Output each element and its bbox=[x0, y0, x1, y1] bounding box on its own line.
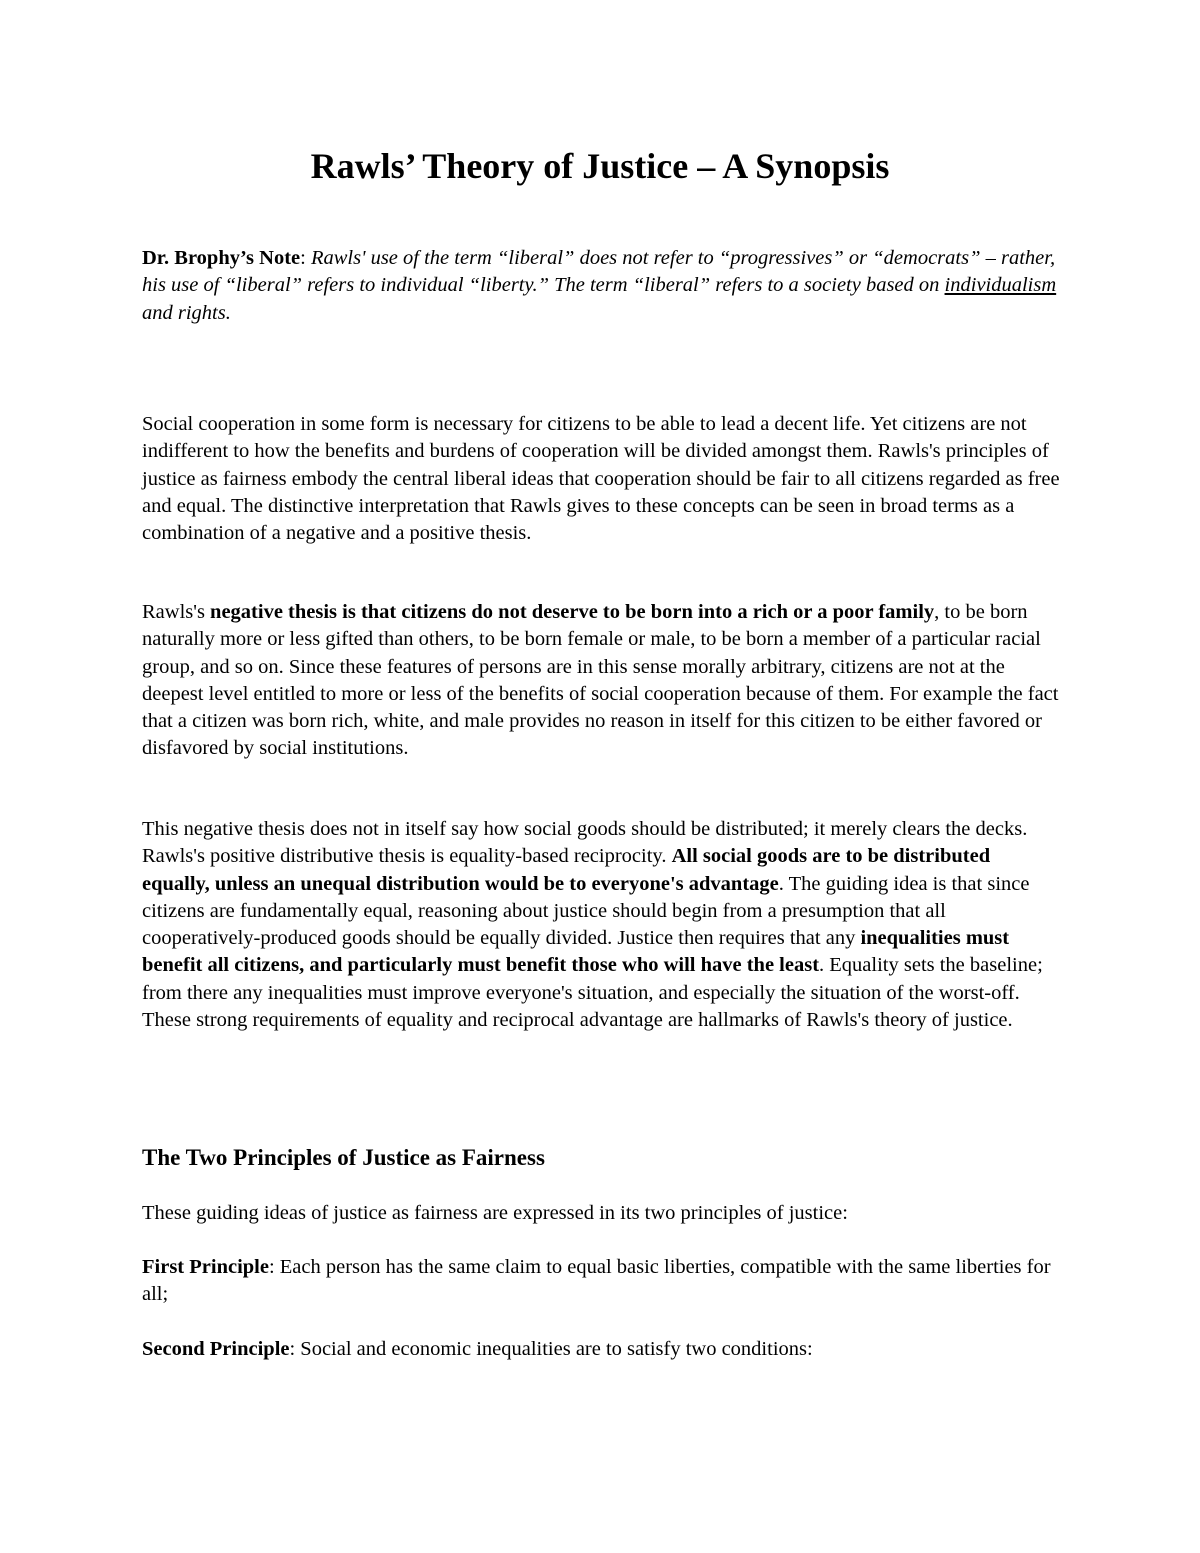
p2-bold: negative thesis is that citizens do not deserve to be born into a rich or a poor family bbox=[210, 601, 935, 623]
section-heading-two-principles: The Two Principles of Justice as Fairness bbox=[142, 1145, 545, 1170]
document-title: Rawls’ Theory of Justice – A Synopsis bbox=[310, 146, 890, 186]
first-principle bbox=[142, 1254, 1062, 1309]
first-principle-text: : Each person has the same claim to equal basic liberties, compatible with the same liberties for all; bbox=[142, 1256, 1051, 1306]
note-text-after: and rights. bbox=[142, 301, 231, 324]
note-text-before: Rawls' use of the term “liberal” does not refer to “progressives” or “democrats” – rather, his use of “liberal” refers to individual “liberty.” The term “liberal” refers to a society based on bbox=[142, 247, 1056, 297]
second-principle-label: Second Principle bbox=[142, 1338, 290, 1360]
p3-bold1: All social goods are to be distributed equally, unless an unequal distribution would be to everyone's advantage bbox=[142, 845, 991, 895]
note-underlined-word: individualism bbox=[944, 274, 1057, 297]
paragraph-guiding-ideas: These guiding ideas of justice as fairness are expressed in its two principles of justice: bbox=[142, 1202, 848, 1224]
p3-part1: This negative thesis does not in itself say how social goods should be distributed; it merely clears the decks. Rawls's positive distributive thesis is equality-based reciprocity. bbox=[142, 818, 1028, 868]
first-principle-label: First Principle bbox=[142, 1256, 269, 1278]
note-label: Dr. Brophy’s Note bbox=[142, 247, 301, 269]
second-principle bbox=[142, 1336, 1062, 1363]
second-principle-text: : Social and economic inequalities are to satisfy two conditions: bbox=[289, 1338, 813, 1360]
p3-part2: . The guiding idea is that since citizens are fundamentally equal, reasoning about justice should begin from a presumption that all cooperatively-produced goods should be equally divided. Justice then requires that any bbox=[142, 872, 1030, 950]
p3-bold2: inequalities must benefit all citizens, and particularly must benefit those who will have the least bbox=[142, 927, 1010, 977]
paragraph-positive-thesis bbox=[142, 816, 1062, 1034]
paragraph-negative-thesis bbox=[142, 599, 1062, 763]
brophy-note bbox=[142, 245, 1062, 327]
paragraph-social-cooperation: Social cooperation in some form is necessary for citizens to be able to lead a decent life. Yet citizens are not indifferent to how the benefits and burdens of cooperation will be divided amongst them. Rawls's principles of justice as fairness embody the central liberal ideas that cooperation should be fair to all citizens regarded as free and equal. The distinctive interpretation that Rawls gives to these concepts can be seen in broad terms as a combination of a negative and a positive thesis. bbox=[142, 413, 1060, 545]
p3-part3: . Equality sets the baseline; from there any inequalities must improve everyone's situation, and especially the situation of the worst-off. These strong requirements of equality and reciprocal advantage are hallmarks of Rawls's theory of justice. bbox=[142, 954, 1043, 1032]
note-separator: : bbox=[300, 247, 311, 269]
p2-lead: Rawls's bbox=[142, 601, 211, 623]
p2-rest: , to be born naturally more or less gifted than others, to be born female or male, to be born a member of a particular racial group, and so on. Since these features of persons are in this sense morally arbitrary, citizens are not at the deepest level entitled to more or less of the benefits of social cooperation because of them. For example the fact that a citizen was born rich, white, and male provides no reason in itself for this citizen to be either favored or disfavored by social institutions. bbox=[142, 601, 1059, 760]
